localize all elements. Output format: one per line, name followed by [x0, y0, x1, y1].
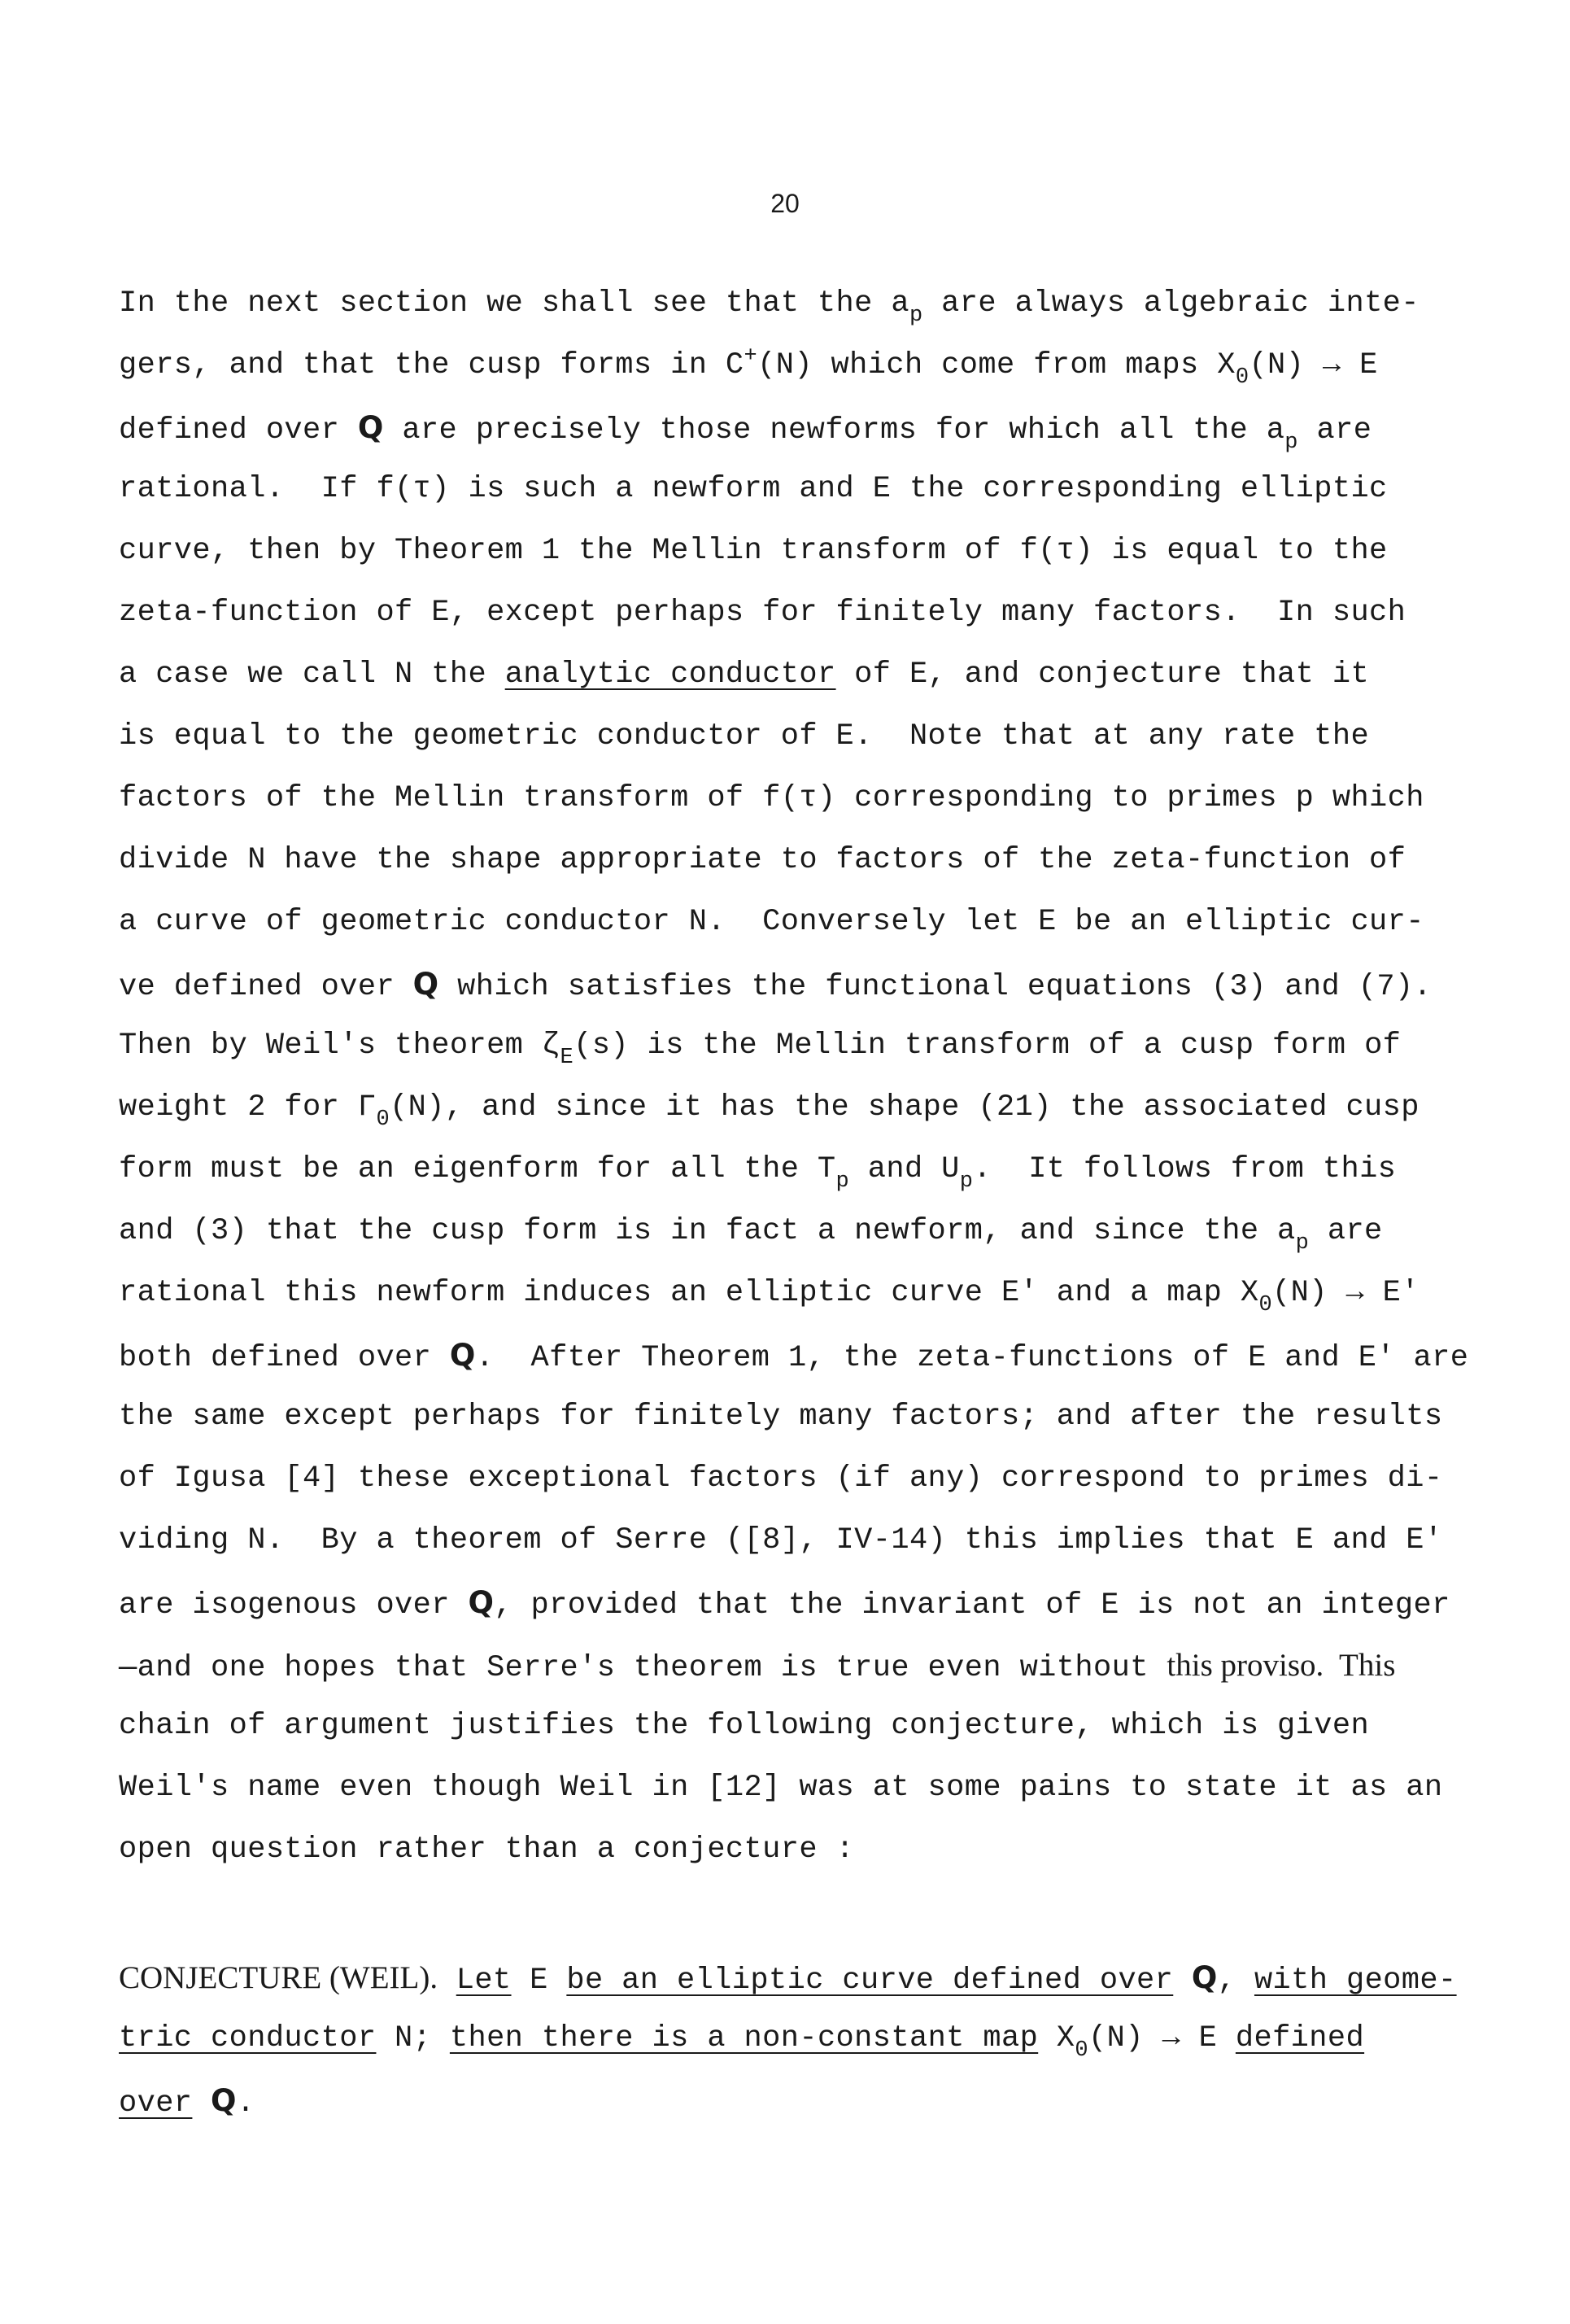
text-run: (N), and since it has the shape (21) the associated cusp: [390, 1090, 1420, 1125]
text-line: [119, 286, 1420, 328]
conjecture-line: [119, 1959, 1457, 1998]
conjecture-line: [119, 2083, 255, 2121]
text-run: ,: [1217, 1964, 1254, 1998]
text-line: curve, then by Theorem 1 the Mellin transform of f(τ) is equal to the: [119, 534, 1388, 568]
subscript: p: [909, 304, 923, 328]
subscript: p: [835, 1169, 850, 1194]
text-run: and (3) that the cusp form is in fact a newform, and since the a: [119, 1214, 1296, 1248]
subscript: 0: [1075, 2038, 1089, 2063]
text-run: N;: [376, 2021, 450, 2055]
underlined-text: Let: [456, 1964, 512, 1998]
text-run: . After Theorem 1, the zeta-functions of E and E' are: [475, 1341, 1469, 1375]
text-line: [119, 1090, 1420, 1132]
text-line: [119, 344, 1378, 390]
space: [1173, 1964, 1192, 1998]
subscript: p: [1295, 1231, 1310, 1256]
text-line: [119, 657, 1369, 692]
text-run: .: [236, 2086, 255, 2121]
text-run: (N) → E': [1272, 1276, 1420, 1310]
text-run: and U: [849, 1152, 960, 1186]
rationals-symbol: Q: [211, 2083, 237, 2118]
text-run: are: [1297, 413, 1372, 448]
conjecture-heading: CONJECTURE (WEIL).: [119, 1960, 438, 1995]
rationals-symbol: Q: [468, 1585, 495, 1620]
text-line: [119, 967, 1432, 1004]
text-run: (s) is the Mellin transform of a cusp form of: [573, 1029, 1402, 1063]
underlined-text: tric conductor: [119, 2021, 377, 2055]
text-line: the same except perhaps for finitely many factors; and after the results: [119, 1400, 1443, 1434]
underlined-text: defined: [1235, 2021, 1365, 2055]
text-run: gers, and that the cusp forms in C: [119, 348, 744, 382]
subscript: E: [560, 1046, 574, 1070]
text-line: [119, 1338, 1468, 1375]
text-line: [119, 1585, 1450, 1623]
text-line: chain of argument justifies the following conjecture, which is given: [119, 1709, 1370, 1743]
text-line: factors of the Mellin transform of f(τ) corresponding to primes p which: [119, 781, 1424, 815]
page-number: 20: [770, 189, 800, 218]
subscript: p: [959, 1169, 974, 1194]
text-run: Then by Weil's theorem ζ: [119, 1029, 560, 1063]
text-run: (N) → E: [1249, 348, 1378, 382]
space: [438, 1964, 456, 1998]
underlined-text: then there is a non-constant map: [449, 2021, 1039, 2055]
text-run: (N) which come from maps X: [757, 348, 1236, 382]
text-line: rational. If f(τ) is such a newform and E the corresponding elliptic: [119, 472, 1388, 506]
text-run-serif: this proviso. This: [1167, 1648, 1396, 1683]
text-run: . It follows from this: [973, 1152, 1397, 1186]
text-line: [119, 1029, 1402, 1070]
subscript: 0: [1235, 365, 1249, 390]
text-run: which satisfies the functional equations (3) and (7).: [438, 970, 1433, 1004]
text-line: Weil's name even though Weil in [12] was at some pains to state it as an: [119, 1771, 1443, 1805]
text-run: are always algebraic inte-: [922, 286, 1420, 321]
text-run: both defined over: [119, 1341, 450, 1375]
underlined-text: be an elliptic curve defined over: [566, 1964, 1174, 1998]
text-run: (N) → E: [1088, 2021, 1236, 2055]
text-line: of Igusa [4] these exceptional factors (if any) correspond to primes di-: [119, 1461, 1443, 1496]
text-line: [119, 1152, 1397, 1194]
rationals-symbol: Q: [449, 1338, 476, 1373]
underlined-text: with geome-: [1254, 1964, 1457, 1998]
text-line: divide N have the shape appropriate to factors of the zeta-function of: [119, 843, 1406, 877]
rationals-symbol: Q: [412, 967, 439, 1002]
text-run: , provided that the invariant of E is not an integer: [494, 1588, 1450, 1623]
text-line: [119, 410, 1372, 455]
text-run: form must be an eigenform for all the T: [119, 1152, 836, 1186]
text-line: [119, 1214, 1383, 1256]
text-run: E: [511, 1964, 567, 1998]
text-run: X: [1038, 2021, 1075, 2055]
rationals-symbol: Q: [1191, 1960, 1218, 1995]
conjecture-line: [119, 2021, 1365, 2063]
text-line: [119, 1647, 1395, 1685]
text-run: weight 2 for Γ: [119, 1090, 377, 1125]
text-run: rational this newform induces an elliptic curve E' and a map X: [119, 1276, 1259, 1310]
space: [192, 2086, 211, 2121]
text-run: ve defined over: [119, 970, 413, 1004]
subscript: p: [1284, 430, 1298, 455]
rationals-symbol: Q: [357, 410, 384, 445]
text-line: [119, 1276, 1420, 1317]
subscript: 0: [1258, 1293, 1273, 1317]
text-line: zeta-function of E, except perhaps for finitely many factors. In such: [119, 596, 1406, 630]
text-run: are: [1309, 1214, 1383, 1248]
superscript: +: [744, 344, 758, 369]
text-line: a curve of geometric conductor N. Conversely let E be an elliptic cur-: [119, 905, 1424, 939]
underlined-text: over: [119, 2086, 193, 2121]
text-line: viding N. By a theorem of Serre ([8], IV-14) this implies that E and E': [119, 1523, 1443, 1557]
text-run: are precisely those newforms for which all the a: [383, 413, 1285, 448]
text-run: a case we call N the: [119, 657, 505, 692]
text-line: is equal to the geometric conductor of E. Note that at any rate the: [119, 719, 1370, 754]
text-run: defined over: [119, 413, 358, 448]
text-run: —and one hopes that Serre's theorem is true even without: [119, 1651, 1167, 1685]
subscript: 0: [376, 1107, 390, 1132]
text-run: In the next section we shall see that the a: [119, 286, 909, 321]
text-run: are isogenous over: [119, 1588, 469, 1623]
text-run: of E, and conjecture that it: [835, 657, 1370, 692]
text-line: open question rather than a conjecture :: [119, 1833, 855, 1867]
underlined-term: analytic conductor: [504, 657, 836, 692]
